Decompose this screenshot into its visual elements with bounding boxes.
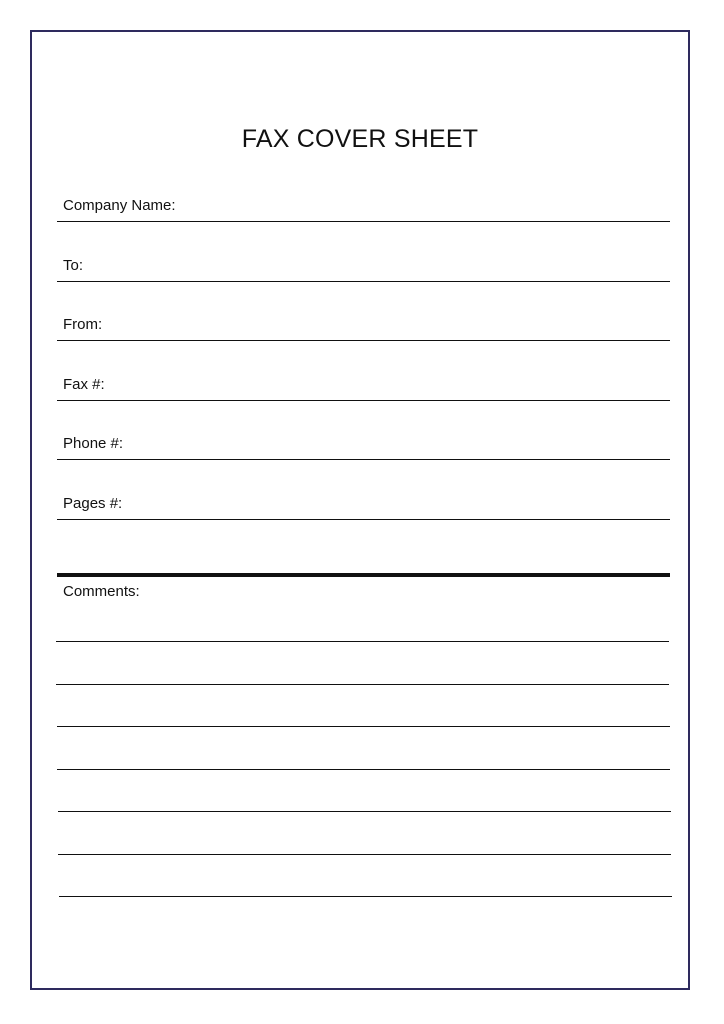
phone-number-field[interactable] (57, 435, 670, 460)
comment-line[interactable] (57, 726, 670, 727)
section-divider (57, 573, 670, 577)
comments-label: Comments: (63, 583, 140, 600)
company-name-label: Company Name: (63, 197, 176, 214)
comment-line[interactable] (56, 641, 669, 642)
from-label: From: (63, 316, 103, 333)
comment-line[interactable] (57, 769, 670, 770)
comment-line[interactable] (58, 854, 671, 855)
fax-number-label: Fax #: (63, 376, 105, 393)
comment-line[interactable] (56, 684, 669, 685)
pages-number-field[interactable] (57, 495, 670, 520)
comment-line[interactable] (59, 896, 672, 897)
pages-number-label: Pages #: (63, 495, 123, 512)
page-title: FAX COVER SHEET (241, 125, 479, 153)
to-label: To: (63, 257, 84, 274)
to-field[interactable] (57, 257, 670, 282)
comment-line[interactable] (58, 811, 671, 812)
from-field[interactable] (57, 316, 670, 341)
fax-cover-sheet (30, 30, 690, 990)
company-name-field[interactable] (57, 197, 670, 222)
fax-number-field[interactable] (57, 376, 670, 401)
phone-number-label: Phone #: (63, 435, 124, 452)
